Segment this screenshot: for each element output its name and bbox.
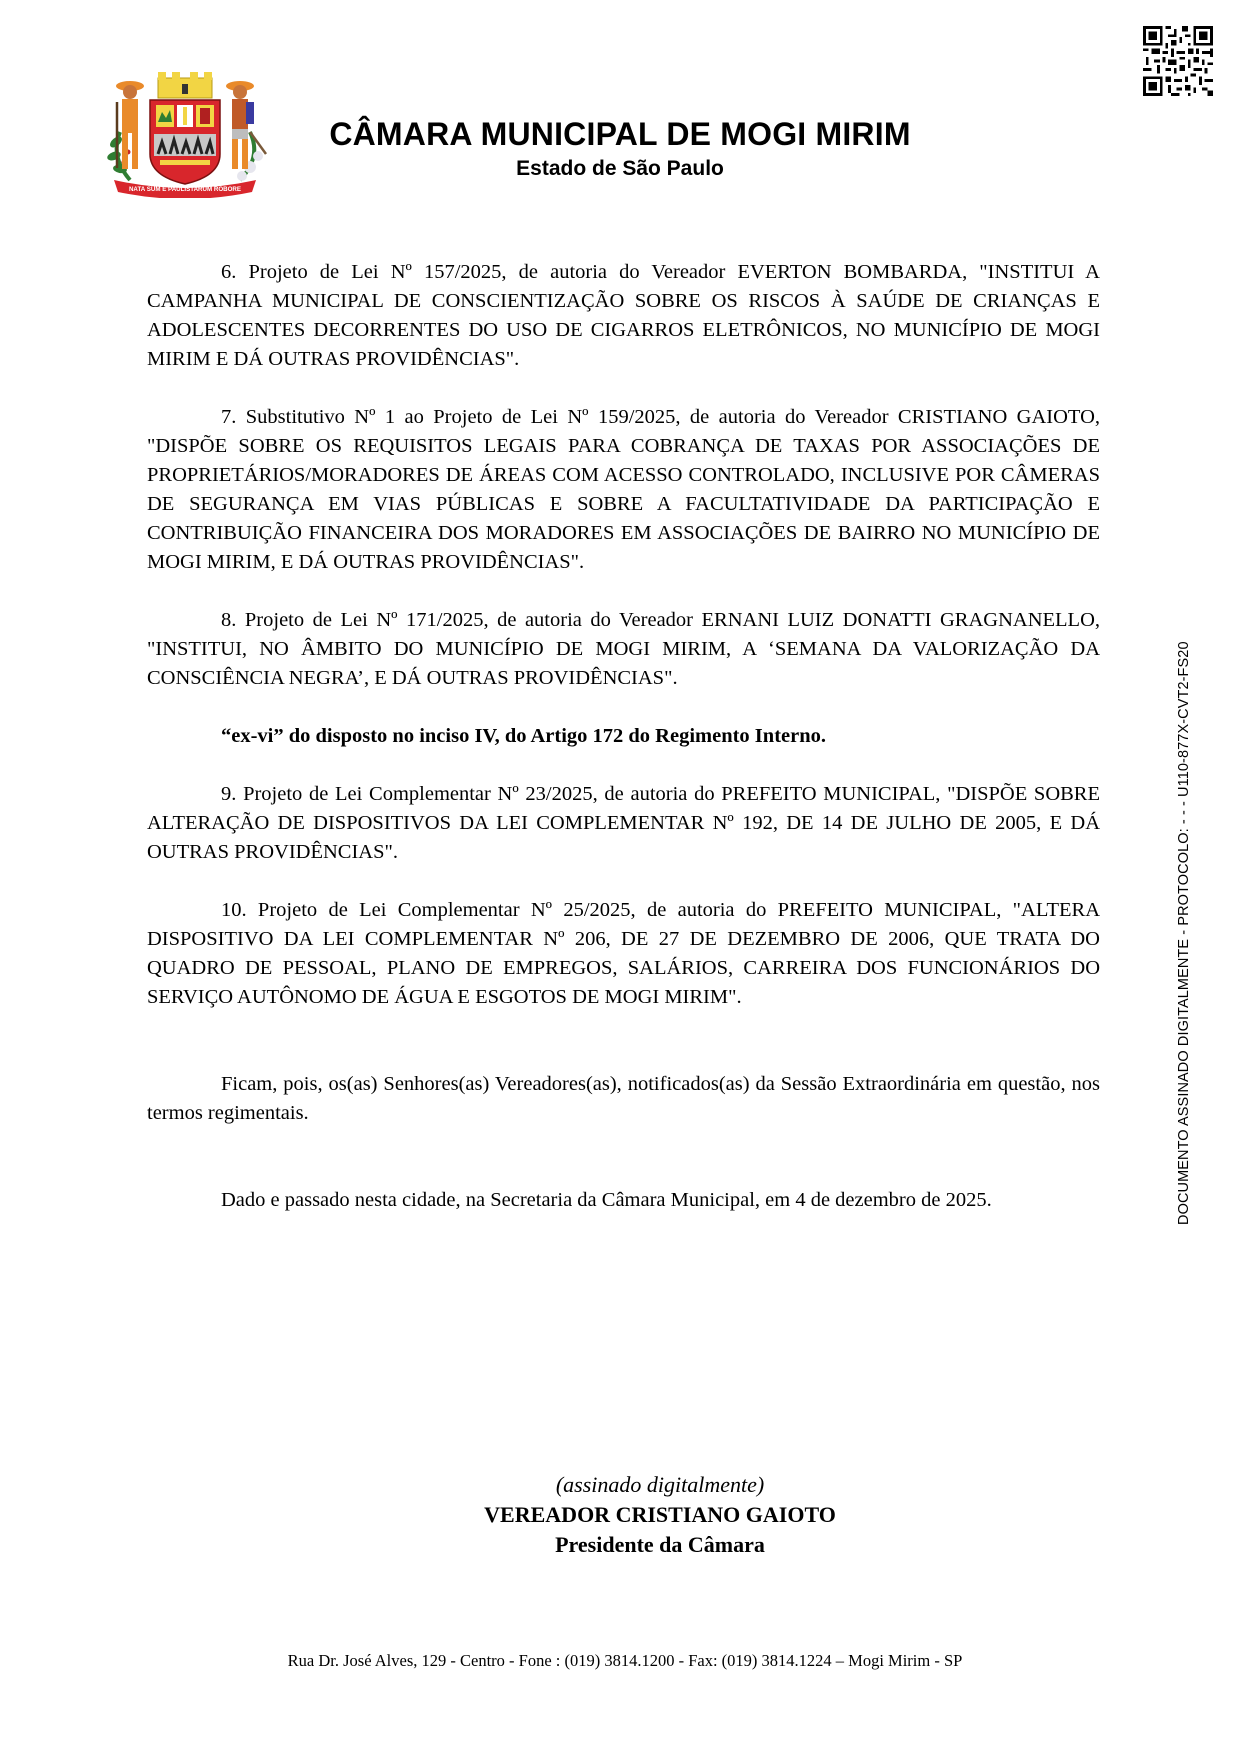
agenda-item-9: 9. Projeto de Lei Complementar Nº 23/2025, de autoria do PREFEITO MUNICIPAL, "DISPÕE SOBRE ALTERAÇÃO DE DISPOSITIVOS DA LEI COMPLEMENTAR Nº 192, DE 14 DE JULHO DE 2005, E DÁ OUTRAS PROVIDÊNCIAS".	[147, 783, 1100, 863]
notice-paragraph: Ficam, pois, os(as) Senhores(as) Vereadores(as), notificados(as) da Sessão Extraordinária em questão, nos termos regimentais.	[147, 1073, 1100, 1124]
institution-title: CÂMARA MUNICIPAL DE MOGI MIRIM	[329, 116, 911, 152]
agenda-item-7: 7. Substitutivo Nº 1 ao Projeto de Lei Nº 159/2025, de autoria do Vereador CRISTIANO GAIOTO, "DISPÕE SOBRE OS REQUISITOS LEGAIS PARA COBRANÇA DE TAXAS POR ASSOCIAÇÕES DE PROPRIETÁRIOS/MORADORES DE ÁREAS COM ACESSO CONTROLADO, INCLUSIVE POR CÂMERAS DE SEGURANÇA EM VIAS PÚBLICAS E SOBRE A FACULTATIVIDADE DA PARTICIPAÇÃO E CONTRIBUIÇÃO FINANCEIRA DOS MORADORES EM ASSOCIAÇÕES DE BAIRRO NO MUNICÍPIO DE MOGI MIRIM, E DÁ OUTRAS PROVIDÊNCIAS".	[147, 406, 1100, 573]
signatory-role: Presidente da Câmara	[555, 1532, 765, 1557]
agenda-item-6: 6. Projeto de Lei Nº 157/2025, de autoria do Vereador EVERTON BOMBARDA, "INSTITUI A CAMPANHA MUNICIPAL DE CONSCIENTIZAÇÃO SOBRE OS RISCOS À SAÚDE DE CRIANÇAS E ADOLESCENTES DECORRENTES DO USO DE CIGARROS ELETRÔNICOS, NO MUNICÍPIO DE MOGI MIRIM E DÁ OUTRAS PROVIDÊNCIAS".	[147, 261, 1100, 370]
signature-block	[380, 1470, 940, 1560]
logo-motto: NATA SUM E PAULISTARUM ROBORE	[128, 186, 242, 193]
signatory-name: VEREADOR CRISTIANO GAIOTO	[484, 1502, 836, 1527]
agenda-item-8: 8. Projeto de Lei Nº 171/2025, de autoria do Vereador ERNANI LUIZ DONATTI GRAGNANELLO, "INSTITUI, NO ÂMBITO DO MUNICÍPIO DE MOGI MIRIM, A ‘SEMANA DA VALORIZAÇÃO DA CONSCIÊNCIA NEGRA’, E DÁ OUTRAS PROVIDÊNCIAS".	[147, 609, 1100, 689]
ex-vi-clause: “ex-vi” do disposto no inciso IV, do Artigo 172 do Regimento Interno.	[221, 725, 826, 747]
qr-code-icon	[1143, 26, 1213, 96]
document-body	[147, 258, 1100, 1215]
coat-of-arms-logo	[100, 72, 270, 198]
date-paragraph: Dado e passado nesta cidade, na Secretaria da Câmara Municipal, em 4 de dezembro de 2025.	[221, 1189, 992, 1211]
digital-signature-stamp: DOCUMENTO ASSINADO DIGITALMENTE - PROTOCOLO: - - - U110-877X-CVT2-FS20	[1176, 641, 1192, 1225]
address-footer: Rua Dr. José Alves, 129 - Centro - Fone : (019) 3814.1200 - Fax: (019) 3814.1224 – Mogi Mirim - SP	[287, 1651, 963, 1670]
institution-subtitle: Estado de São Paulo	[516, 157, 724, 180]
signature-note: (assinado digitalmente)	[555, 1472, 765, 1497]
agenda-item-10: 10. Projeto de Lei Complementar Nº 25/2025, de autoria do PREFEITO MUNICIPAL, "ALTERA DISPOSITIVO DA LEI COMPLEMENTAR Nº 206, DE 27 DE DEZEMBRO DE 2006, QUE TRATA DO QUADRO DE PESSOAL, PLANO DE EMPREGOS, SALÁRIOS, CARREIRA DOS FUNCIONÁRIOS DO SERVIÇO AUTÔNOMO DE ÁGUA E ESGOTOS DE MOGI MIRIM".	[147, 899, 1100, 1008]
